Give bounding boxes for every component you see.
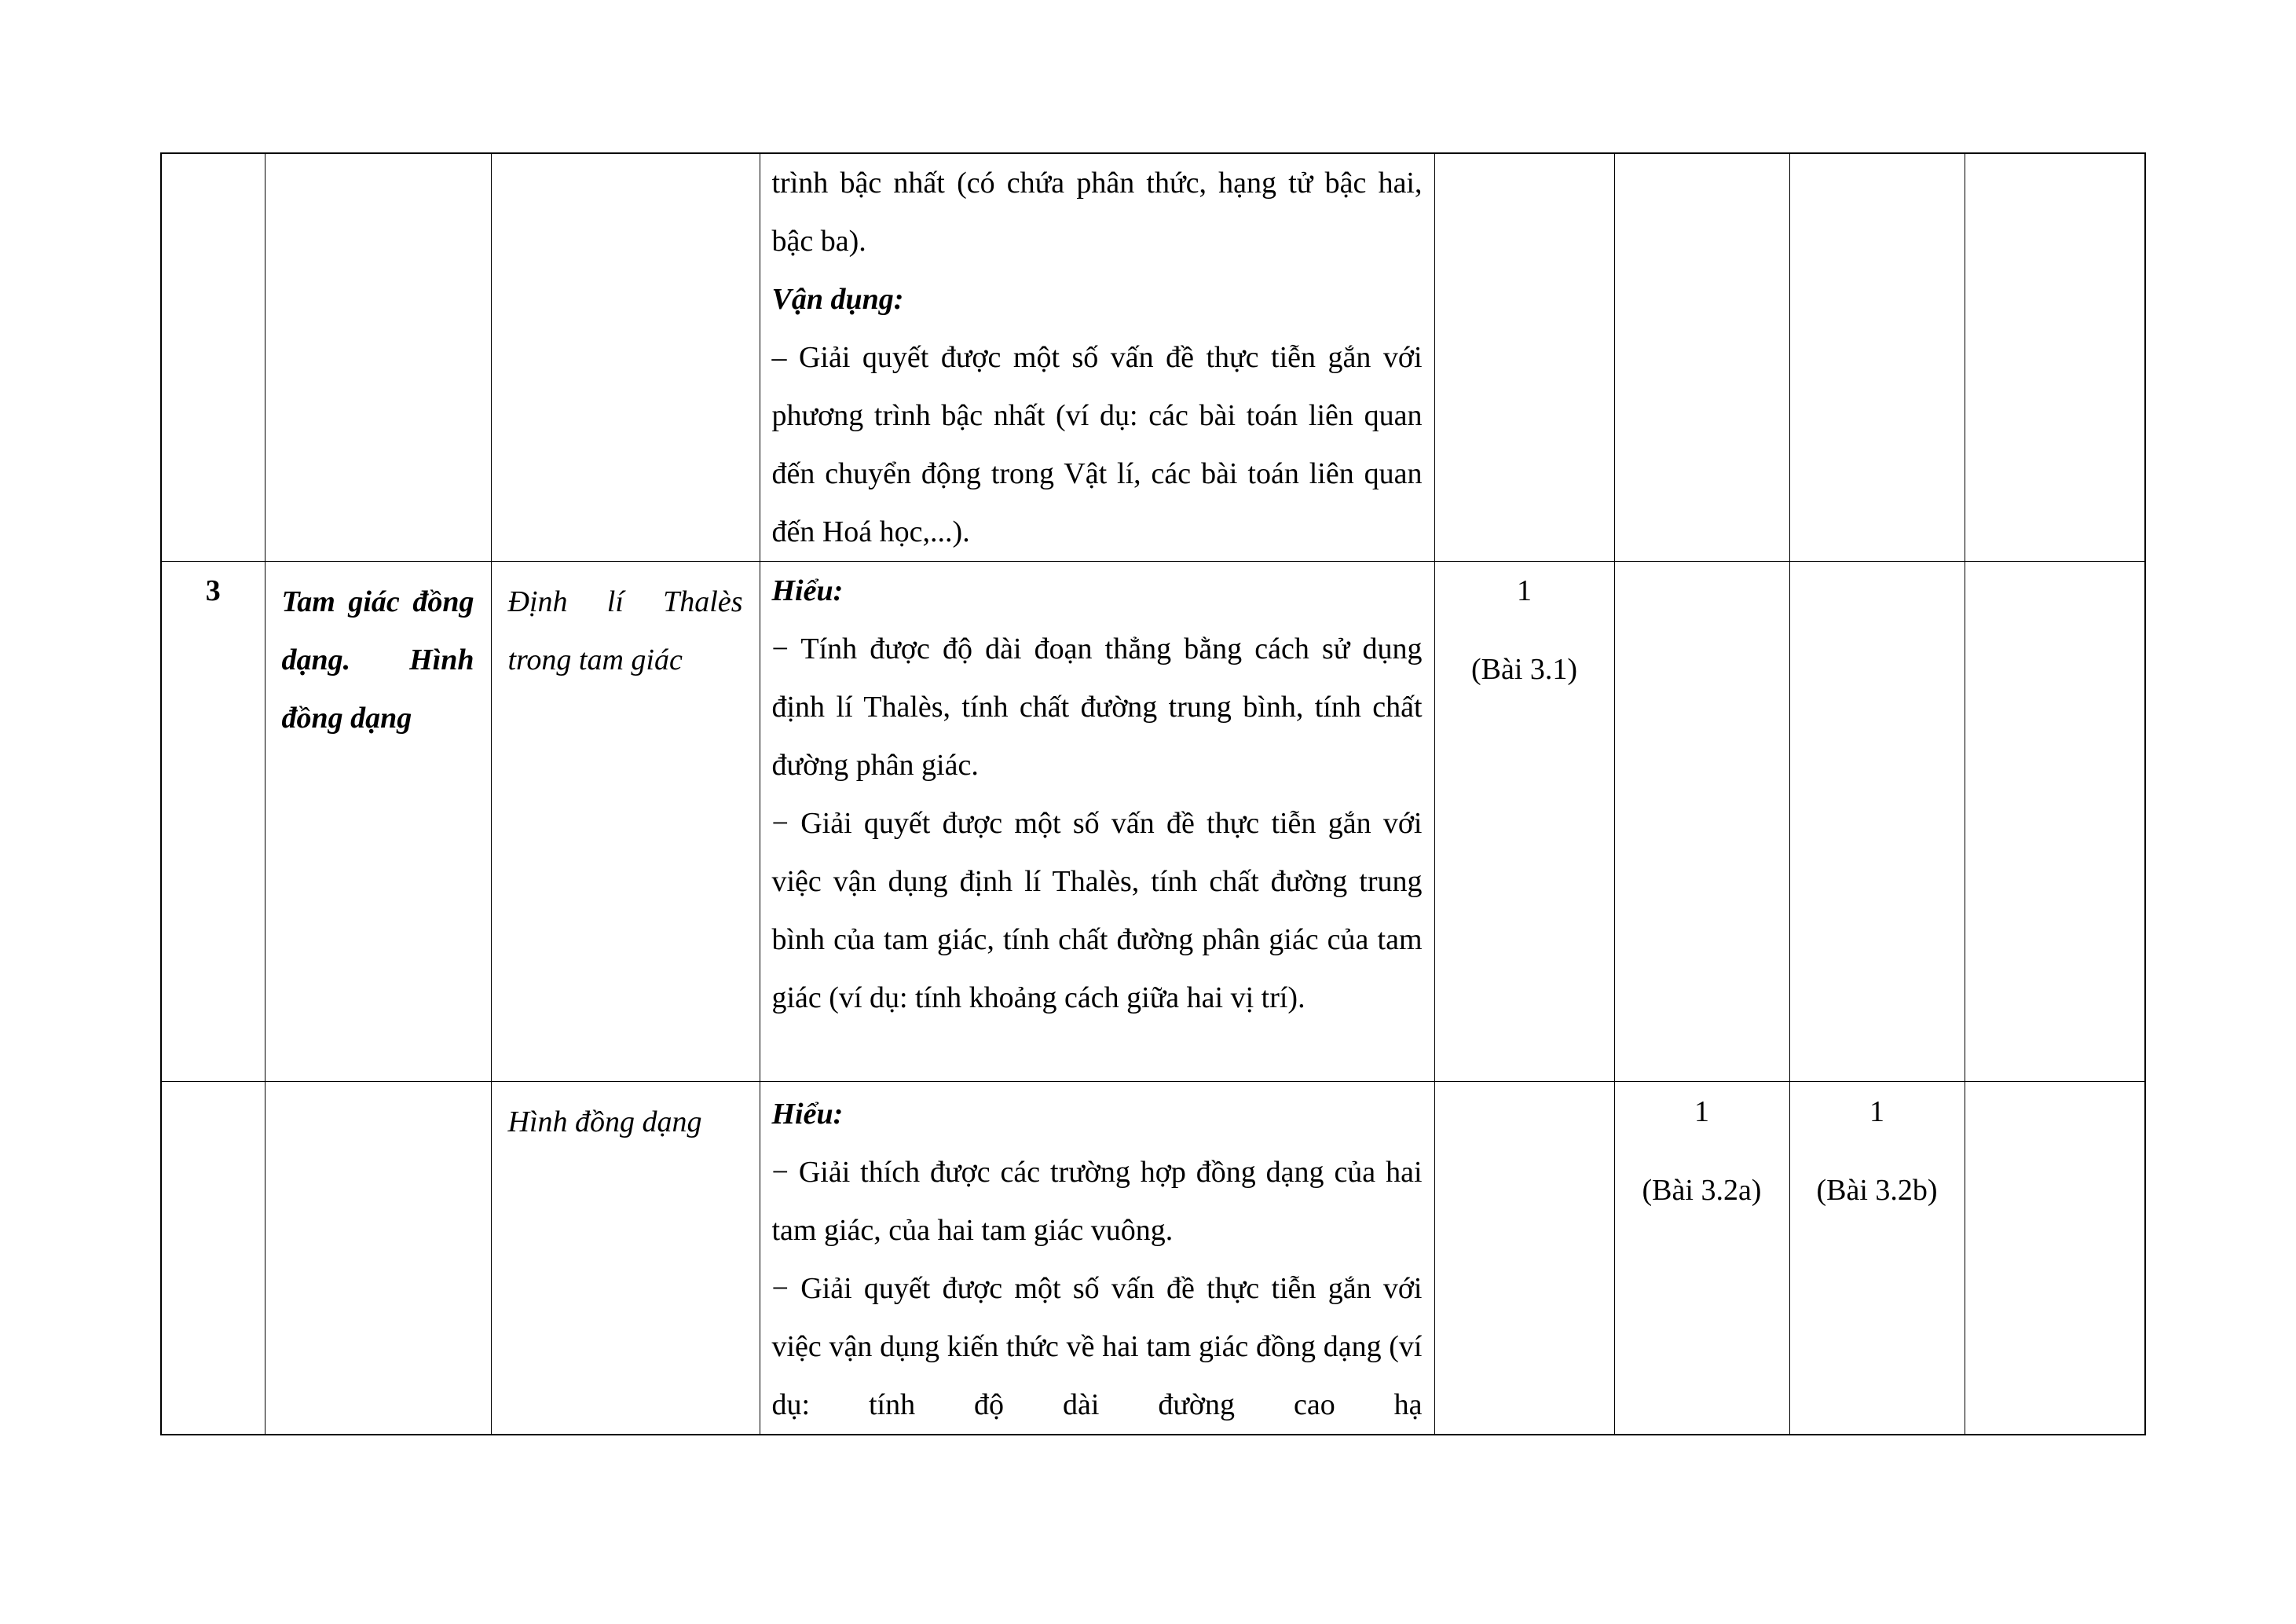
row-hinh-dong-dang (161, 1082, 2145, 1435)
objective-text-truncated: − Giải quyết được một số vấn đề thực tiễn gắn với việc vận dụng kiến thức về hai tam giác đồng dạng (ví dụ: tính độ dài đường cao hạ (771, 1272, 1423, 1421)
cell-r1-subtopic-empty (491, 153, 760, 562)
cell-r2-count-bai-3-1 (1434, 562, 1614, 1082)
cell-r3-count-bai-3-2a (1614, 1082, 1789, 1435)
question-ref: (Bài 3.2b) (1816, 1174, 1938, 1207)
objective-level-heading: Hiểu: (771, 1098, 844, 1131)
cell-r3-count-4-empty (1965, 1082, 2145, 1435)
cell-r1-count-3-empty (1789, 153, 1965, 562)
objective-text: − Giải quyết được một số vấn đề thực tiễn gắn với việc vận dụng định lí Thalès, tính chất đường trung bình của tam giác, tính chất đường phân giác của tam giác (ví dụ: tính khoảng cách giữa hai vị trí). (771, 807, 1423, 1014)
subtopic-title: Hình đồng dạng (507, 1105, 702, 1138)
cell-r1-count-4-empty (1965, 153, 2145, 562)
cell-r2-count-2-empty (1614, 562, 1789, 1082)
cell-r2-stt (161, 562, 265, 1082)
cell-r2-count-3-empty (1789, 562, 1965, 1082)
cell-r3-subtopic (491, 1082, 760, 1435)
cell-r3-count-bai-3-2b (1789, 1082, 1965, 1435)
topic-title: Tam giác đồng dạng. Hình đồng dạng (281, 585, 474, 735)
row-continuation (161, 153, 2145, 562)
question-count: 1 (1869, 1095, 1884, 1128)
question-ref: (Bài 3.2a) (1642, 1174, 1762, 1207)
cell-r2-objectives (760, 562, 1434, 1082)
subtopic-title: Định lí Thalès trong tam giác (507, 585, 743, 676)
objective-text: − Giải thích được các trường hợp đồng dạng của hai tam giác, của hai tam giác vuông. (771, 1156, 1423, 1247)
cell-r1-stt-empty (161, 153, 265, 562)
objective-level-heading: Hiểu: (771, 574, 844, 607)
question-count: 1 (1694, 1095, 1709, 1128)
topic-number: 3 (205, 574, 221, 607)
objective-text: − Tính được độ dài đoạn thẳng bằng cách sử dụng định lí Thalès, tính chất đường trung bình, tính chất đường phân giác. (771, 632, 1423, 782)
row-topic-3-thales (161, 562, 2145, 1082)
cell-r1-count-2-empty (1614, 153, 1789, 562)
cell-r3-topic-empty (265, 1082, 491, 1435)
question-ref: (Bài 3.1) (1470, 653, 1578, 686)
question-count: 1 (1517, 574, 1532, 607)
cell-r3-objectives (760, 1082, 1434, 1435)
curriculum-spec-table (160, 152, 2146, 1435)
cell-r2-topic (265, 562, 491, 1082)
objective-text: – Giải quyết được một số vấn đề thực tiễn gắn với phương trình bậc nhất (ví dụ: các bài toán liên quan đến chuyển động trong Vật lí, các bài toán liên quan đến Hoá học,...). (771, 341, 1423, 548)
cell-r3-stt-empty (161, 1082, 265, 1435)
cell-r2-count-4-empty (1965, 562, 2145, 1082)
cell-r1-topic-empty (265, 153, 491, 562)
cell-r2-subtopic (491, 562, 760, 1082)
cell-r1-count-1-empty (1434, 153, 1614, 562)
cell-r3-count-1-empty (1434, 1082, 1614, 1435)
cell-r1-objectives (760, 153, 1434, 562)
objective-level-heading: Vận dụng: (771, 283, 904, 316)
objective-text: trình bậc nhất (có chứa phân thức, hạng tử bậc hai, bậc ba). (771, 167, 1423, 258)
